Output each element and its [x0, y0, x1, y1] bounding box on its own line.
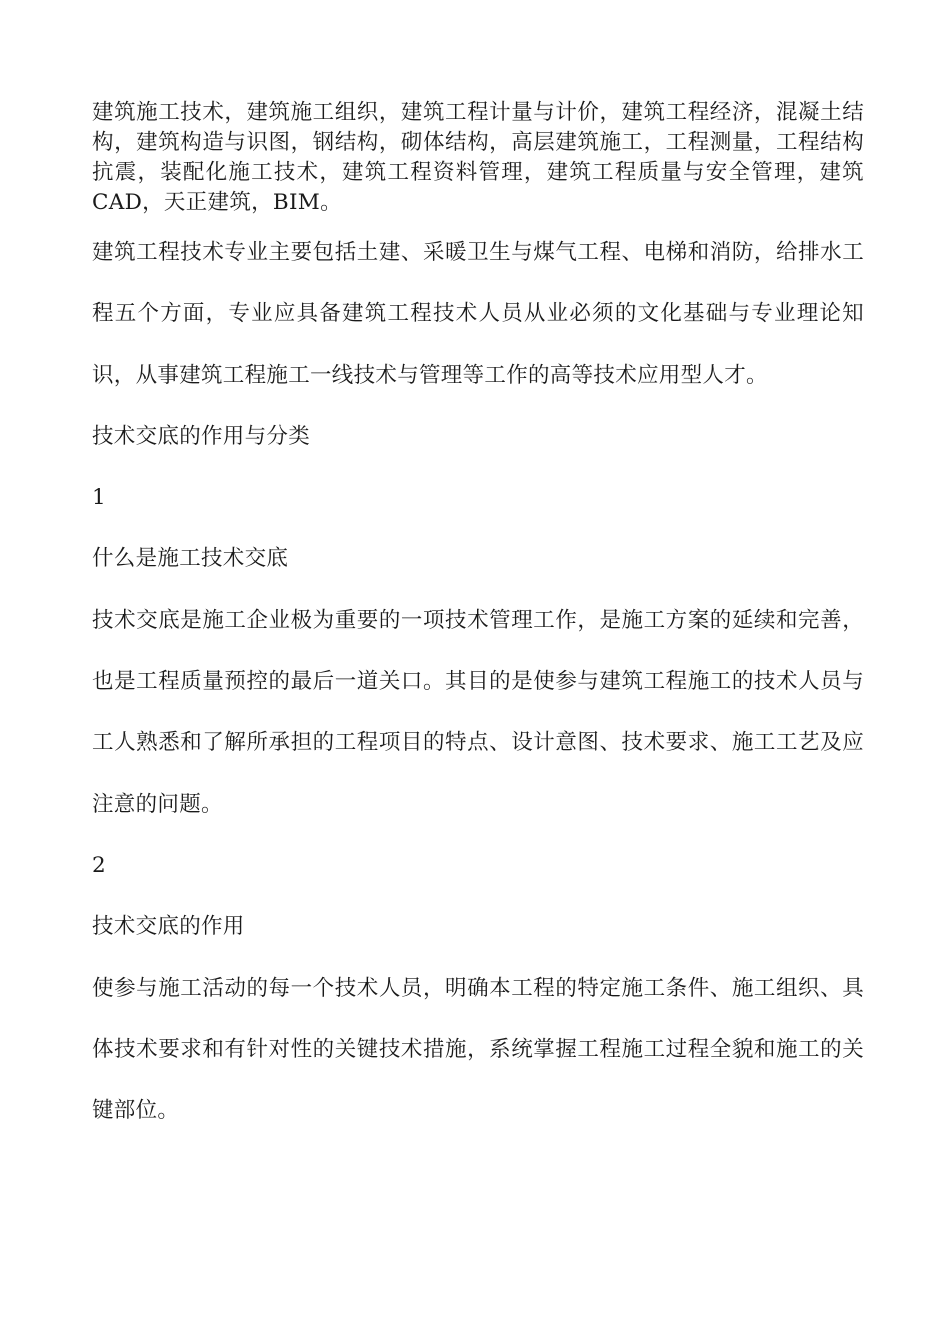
course-list-paragraph: 建筑施工技术，建筑施工组织，建筑工程计量与计价，建筑工程经济，混凝土结构，建筑构造与识图，钢结构，砌体结构，高层建筑施工，工程测量，工程结构抗震，装配化施工技术，建筑工程资料管理，建筑工程质量与安全管理，建筑CAD，天正建筑，BIM。 [92, 100, 864, 215]
section-number: 1 [92, 485, 106, 511]
major-description-paragraph: 建筑工程技术专业主要包括土建、采暖卫生与煤气工程、电梯和消防，给排水工程五个方面，专业应具备建筑工程技术人员从业必须的文化基础与专业理论知识，从事建筑工程施工一线技术与管理等工作的高等技术应用型人才。 [92, 240, 864, 388]
definition-paragraph: 技术交底是施工企业极为重要的一项技术管理工作，是施工方案的延续和完善，也是工程质量预控的最后一道关口。其目的是使参与建筑工程施工的技术人员与工人熟悉和了解所承担的工程项目的特点、设计意图、技术要求、施工工艺及应注意的问题。 [92, 607, 864, 817]
section-number: 2 [92, 852, 106, 878]
subsection-heading: 什么是施工技术交底 [92, 546, 289, 572]
subsection-heading: 技术交底的作用 [92, 914, 245, 940]
section-heading: 技术交底的作用与分类 [92, 423, 311, 449]
purpose-paragraph: 使参与施工活动的每一个技术人员，明确本工程的特定施工条件、施工组织、具体技术要求和有针对性的关键技术措施，系统掌握工程施工过程全貌和施工的关键部位。 [92, 975, 864, 1124]
document-page [92, 98, 864, 1141]
